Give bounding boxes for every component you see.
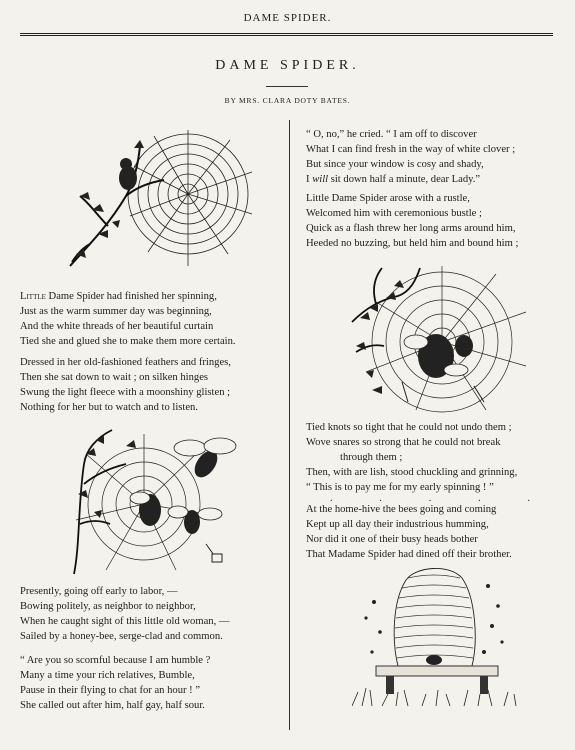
stanza-line: Then, with are lish, stood chuckling and grinning, — [306, 467, 518, 478]
stanza-line: Nothing for her but to watch and to listen. — [20, 402, 198, 413]
stanza-line: Wove snares so strong that he could not break — [306, 437, 501, 448]
dot: . — [428, 493, 432, 504]
stanza-line-text: I — [306, 174, 313, 185]
stanza-line: Quick as a flash threw her long arms around him, — [306, 223, 516, 234]
stanza-line: That Madame Spider had dined off their brother. — [306, 549, 512, 560]
stanza-line-continuation: through them ; — [340, 452, 403, 463]
stanza-line: Heeded no buzzing, but held him and bound him ; — [306, 238, 519, 249]
stanza-line — [306, 172, 515, 187]
stanza-line: Welcomed him with ceremonious bustle ; — [306, 208, 482, 219]
dot: . — [478, 493, 481, 504]
stanza-right-1 — [306, 127, 515, 187]
stanza-line: “ Are you so scornful because I am humble ? — [20, 655, 211, 666]
stanza-line: Then she sat down to wait ; on silken hinges — [20, 372, 209, 383]
stanza-line: When he caught sight of this little old woman, — — [20, 616, 230, 627]
stanza-line: “ This is to pay me for my early spinning ! ” — [306, 482, 494, 493]
stanza-left-2 — [20, 355, 231, 415]
emphasis-word: will — [312, 174, 329, 185]
stanza-line: Presently, going off early to labor, — — [20, 586, 178, 597]
stanza-line: What I can find fresh in the way of white clover ; — [306, 144, 516, 155]
stanza-left-3 — [20, 584, 230, 644]
dot: . — [527, 493, 530, 504]
stanza-left-1 — [20, 289, 236, 349]
byline: BY MRS. CLARA DOTY BATES. — [224, 96, 351, 105]
stanza-line: At the home-hive the bees going and coming — [306, 504, 497, 515]
stanza-line: Little Dame Spider arose with a rustle, — [306, 193, 470, 204]
stanza-line: Just as the warm summer day was beginning, — [20, 306, 212, 317]
stanza-right-3 — [306, 420, 517, 495]
bees-illustration — [66, 424, 252, 576]
dot: . — [379, 493, 382, 504]
stanza-line: And the white threads of her beautiful curtain — [20, 321, 214, 332]
stanza-line: Dressed in her old-fashioned feathers and fringes, — [20, 357, 231, 368]
stanza-line: Many a time your rich relatives, Bumble, — [20, 670, 195, 681]
stanza-first-word: Little — [20, 291, 46, 302]
stanza-line: But since your window is cosy and shady, — [306, 159, 484, 170]
spider-web-illustration — [68, 126, 258, 278]
title-rule — [266, 86, 308, 87]
stanza-line: Kept up all day their industrious humming, — [306, 519, 489, 530]
stanza-line-text: sit down half a minute, dear Lady.” — [328, 174, 481, 185]
stanza-right-2 — [306, 191, 518, 251]
beehive-illustration — [352, 562, 520, 710]
stanza-line: Tied she and glued she to make them more certain. — [20, 336, 236, 347]
stanza-line: Bowing politely, as neighbor to neighbor, — [20, 601, 196, 612]
stanza-line: “ O, no,” he cried. “ I am off to discover — [306, 129, 477, 140]
stanza-line: She called out after him, half gay, half sour. — [20, 700, 205, 711]
stanza-line-text: Dame Spider had finished her spinning, — [45, 291, 217, 302]
running-head: DAME SPIDER. — [243, 12, 332, 24]
poem-title: DAME SPIDER. — [215, 58, 360, 73]
stanza-line: Nor did it one of their busy heads bother — [306, 534, 478, 545]
stanza-line: Pause in their flying to chat for an hour ! ” — [20, 685, 201, 696]
stanza-line: Swung the light fleece with a moonshiny glisten ; — [20, 387, 231, 398]
stanza-line — [20, 289, 236, 304]
stanza-left-4 — [20, 653, 210, 713]
stanza-right-4 — [306, 502, 512, 562]
header-rule — [20, 33, 553, 36]
stanza-line: Tied knots so tight that he could not undo them ; — [306, 422, 512, 433]
column-rule — [289, 120, 290, 730]
dot: . — [330, 493, 333, 504]
bee-in-web-illustration — [346, 262, 532, 414]
stanza-line: Sailed by a honey-bee, serge-clad and common. — [20, 631, 223, 642]
